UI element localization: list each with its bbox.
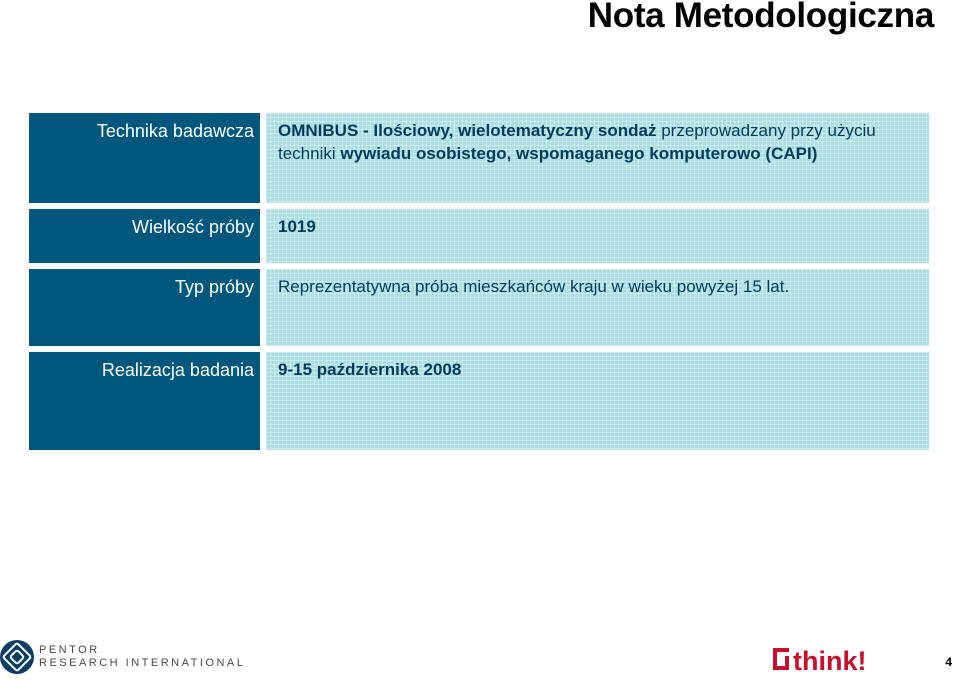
- table-row-typ: [29, 269, 929, 346]
- pentor-logo-line2: RESEARCH INTERNATIONAL: [39, 657, 246, 669]
- row-value: 1019: [266, 209, 929, 263]
- value-bold-1: OMNIBUS - Ilościowy, wielotematyczny sondaż: [278, 121, 657, 140]
- pentor-logo-text: [39, 644, 245, 670]
- think-logo-text: think!: [793, 646, 867, 676]
- think-logo: [773, 644, 887, 676]
- pentor-logo-icon: [0, 640, 34, 674]
- row-label: Realizacja badania: [29, 352, 260, 450]
- page-number: 4: [945, 655, 952, 669]
- page-title: Nota Metodologiczna: [587, 0, 934, 35]
- pentor-logo-line1: PENTOR: [39, 644, 100, 656]
- row-label: Technika badawcza: [29, 113, 260, 203]
- table-row-wielkosc: [29, 209, 929, 263]
- row-value: [266, 113, 929, 203]
- row-value: 9-15 października 2008: [266, 352, 929, 450]
- row-label: Wielkość próby: [29, 209, 260, 263]
- table-row-realizacja: [29, 352, 929, 450]
- value-regular: przeprowadzany przy użyciu techniki: [278, 121, 876, 163]
- row-value: Reprezentatywna próba mieszkańców kraju w wieku powyżej 15 lat.: [266, 269, 929, 346]
- value-bold-2: wywiadu osobistego, wspomaganego komputerowo (CAPI): [340, 144, 818, 163]
- table-row-technika: [29, 113, 929, 203]
- row-label: Typ próby: [29, 269, 260, 346]
- pentor-logo: [0, 640, 245, 674]
